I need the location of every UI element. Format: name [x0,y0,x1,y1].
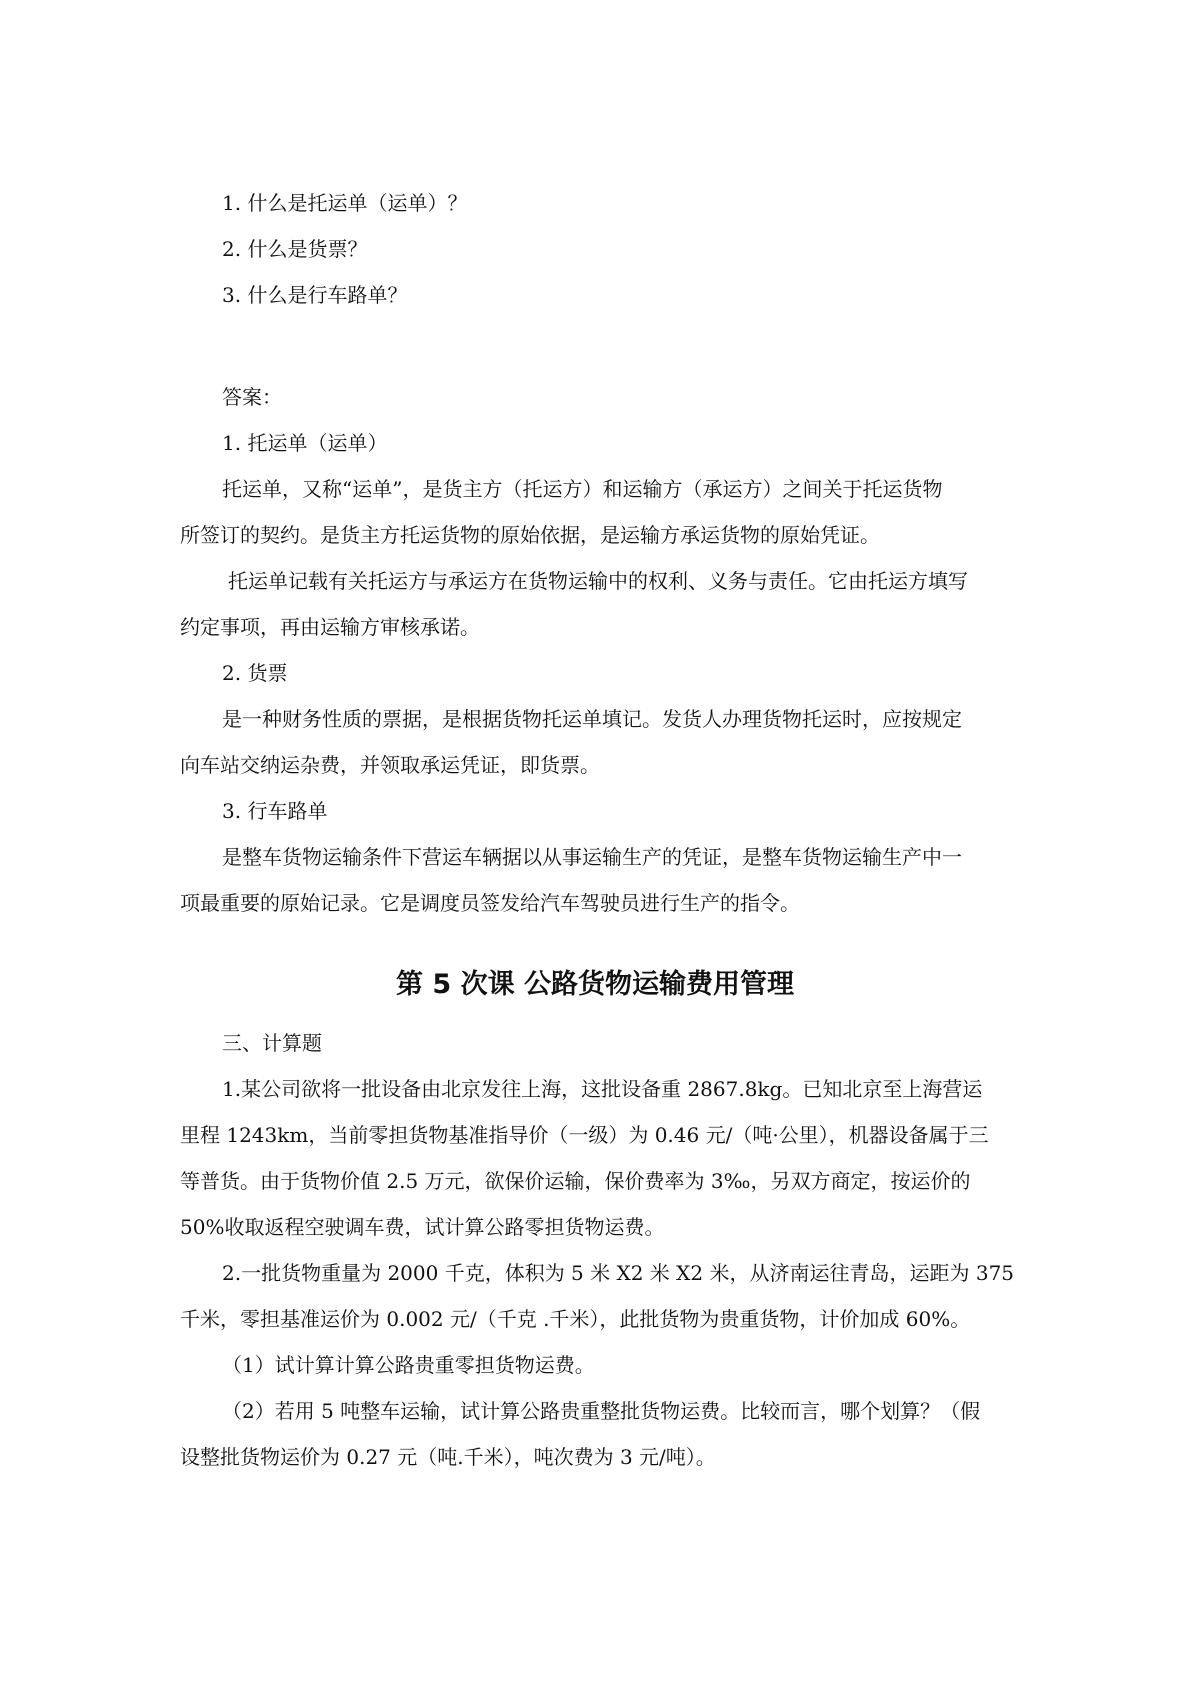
answer-2-title: 2. 货票 [222,661,288,685]
answer-3-title: 3. 行车路单 [222,799,328,823]
text-line: 设整批货物运价为 0.27 元（吨.千米），吨次费为 3 元/吨）。 [180,1445,716,1469]
lesson-title: 第 5 次课 公路货物运输费用管理 [396,969,794,1000]
text-line: 2.一批货物重量为 2000 千克，体积为 5 米 X2 米 X2 米，从济南运往青岛，运距为 375 [222,1261,1015,1285]
text-line: 向车站交纳运杂费，并领取承运凭证，即货票。 [180,753,600,777]
text-line: 约定事项，再由运输方审核承诺。 [180,615,480,639]
text-line: （2）若用 5 吨整车运输，试计算公路贵重整批货物运费。比较而言，哪个划算？（假 [222,1399,981,1423]
text-line: 所签订的契约。是货主方托运货物的原始依据，是运输方承运货物的原始凭证。 [180,523,880,547]
text-line: 托运单，又称“运单”，是货主方（托运方）和运输方（承运方）之间关于托运货物 [222,477,943,501]
text-line: 项最重要的原始记录。它是调度员签发给汽车驾驶员进行生产的指令。 [180,891,800,915]
document-page [180,180,1015,1480]
question-3: 3. 什么是行车路单？ [222,283,408,307]
text-line: 1.某公司欲将一批设备由北京发往上海，这批设备重 2867.8kg。已知北京至上海营运 [222,1077,983,1101]
text-line: 里程 1243km，当前零担货物基准指导价（一级）为 0.46 元/（吨·公里），机器设备属于三 [180,1123,989,1147]
text-line: 等普货。由于货物价值 2.5 万元，欲保价运输，保价费率为 3‰，另双方商定，按运价的 [180,1169,971,1193]
answer-1-paragraph-1 [180,466,1010,558]
problem-1 [180,1066,1010,1250]
answer-3-paragraph-1 [180,834,1010,926]
question-2: 2. 什么是货票？ [222,237,368,261]
spacer [180,318,1010,374]
text-line: 托运单记载有关托运方与承运方在货物运输中的权利、义务与责任。它由托运方填写 [228,569,968,593]
section-title: 三、计算题 [222,1031,322,1055]
answers-label: 答案： [222,385,282,409]
answer-2-paragraph-1 [180,696,1010,788]
question-1: 1. 什么是托运单（运单）？ [222,191,468,215]
sub-question-2 [180,1388,1010,1480]
problem-2 [180,1250,1015,1342]
answer-1-title: 1. 托运单（运单） [222,431,388,455]
answer-1-paragraph-2 [180,558,1010,650]
text-line: 是整车货物运输条件下营运车辆据以从事运输生产的凭证，是整车货物运输生产中一 [222,845,962,869]
text-line: 千米，零担基准运价为 0.002 元/（千克 .千米），此批货物为贵重货物，计价加成 60%。 [180,1307,971,1331]
text-line: 是一种财务性质的票据，是根据货物托运单填记。发货人办理货物托运时，应按规定 [222,707,962,731]
sub-question-1: （1）试计算计算公路贵重零担货物运费。 [222,1353,595,1377]
text-line: 50%收取返程空驶调车费，试计算公路零担货物运费。 [180,1215,665,1239]
